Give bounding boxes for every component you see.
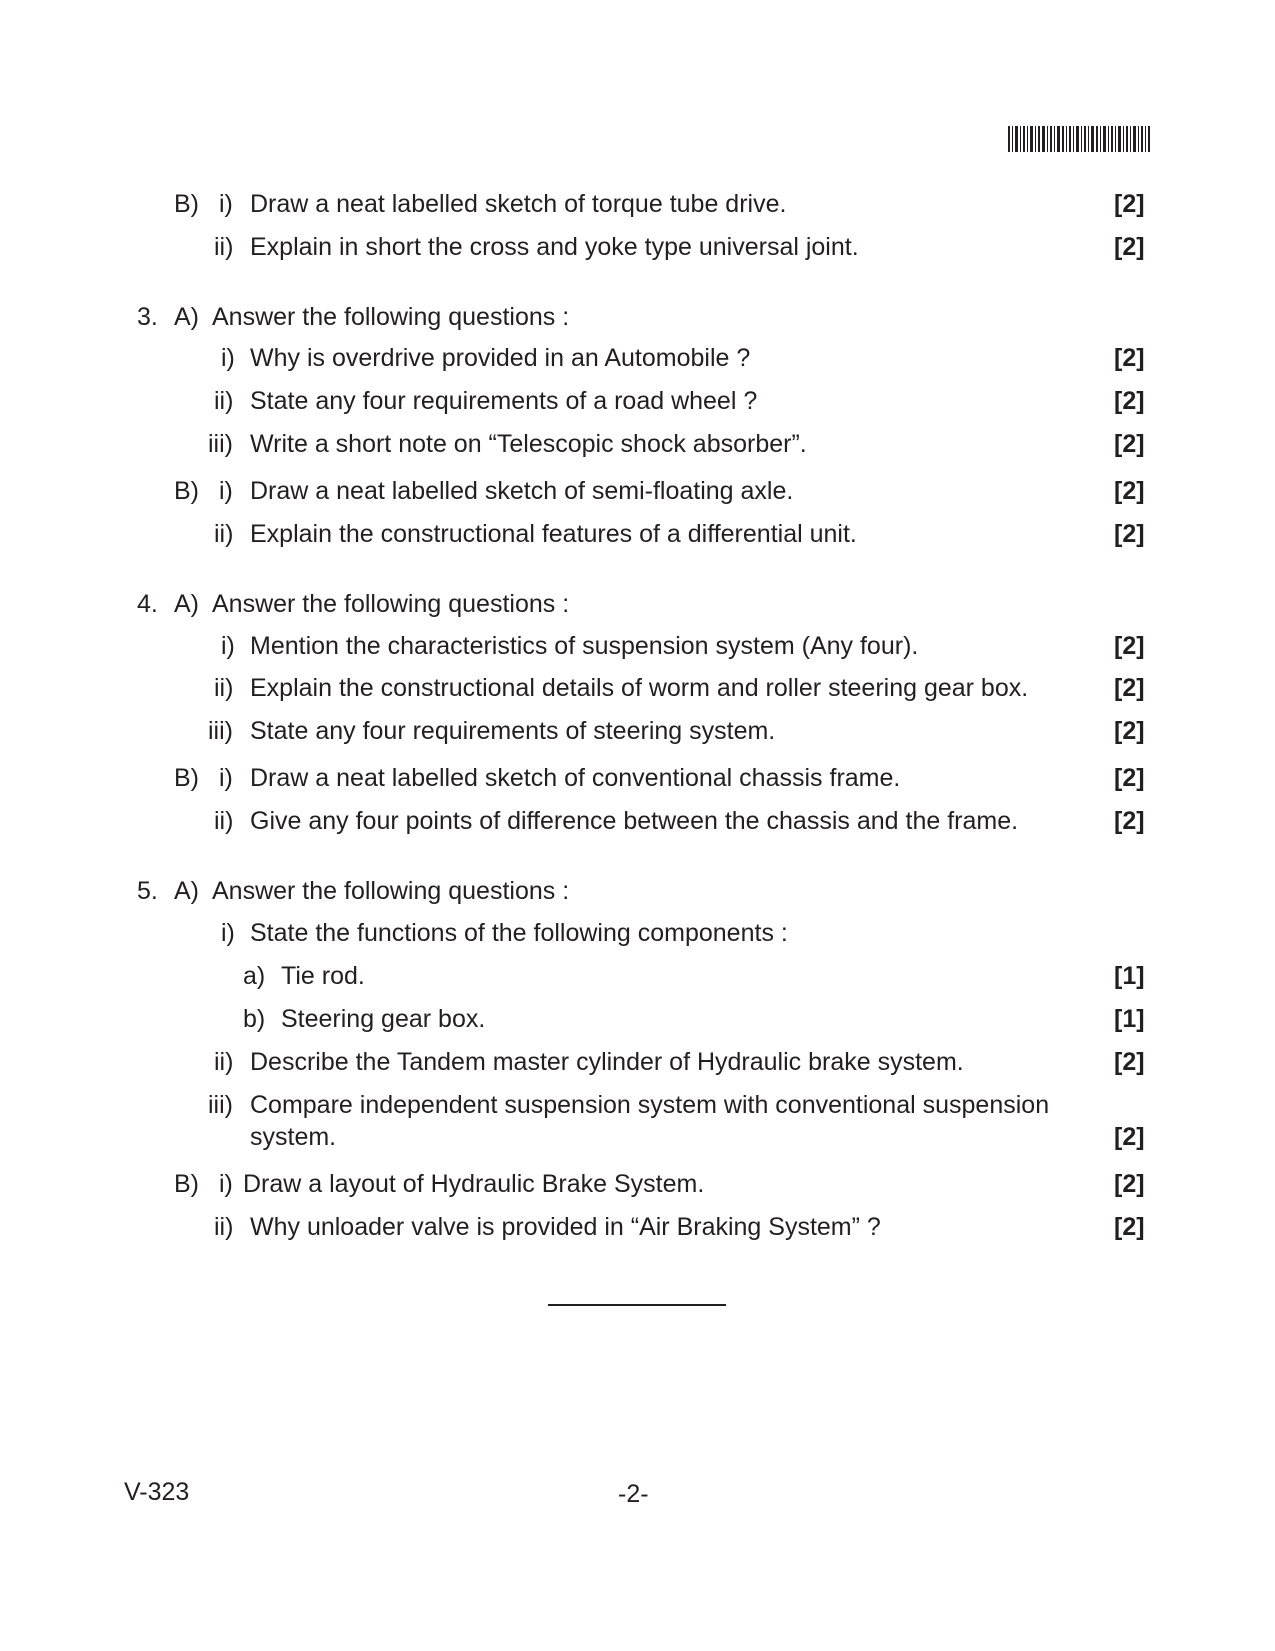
question-text: Answer the following questions : [212, 590, 570, 618]
question-number: B) [174, 190, 199, 218]
question-line-q3a [0, 301, 1275, 333]
question-number: i) [221, 344, 235, 372]
question-line-q4a-i [0, 630, 1275, 662]
question-text: system. [250, 1123, 337, 1151]
question-line-q5a-i [0, 917, 1275, 949]
question-text: State the functions of the following components : [250, 919, 788, 947]
question-line-q3a-i [0, 342, 1275, 374]
question-line-q5a-i-b [0, 1003, 1275, 1035]
question-number: 3. [137, 303, 158, 331]
question-text: Answer the following questions : [212, 303, 570, 331]
question-text: Compare independent suspension system with conventional suspension [250, 1091, 1050, 1119]
question-text: Answer the following questions : [212, 877, 570, 905]
question-line-q4b-ii [0, 805, 1275, 837]
question-number: b) [243, 1005, 266, 1033]
question-text: Write a short note on “Telescopic shock absorber”. [250, 430, 807, 458]
question-number: 5. [137, 877, 158, 905]
marks: [2] [1114, 520, 1145, 548]
question-text: Explain in short the cross and yoke type universal joint. [250, 233, 859, 261]
question-text: Draw a neat labelled sketch of semi-floating axle. [250, 477, 794, 505]
marks: [1] [1114, 1005, 1145, 1033]
question-number: A) [174, 590, 199, 618]
question-line-q5b-ii [0, 1211, 1275, 1243]
question-line-q5a-iii-b [0, 1121, 1275, 1153]
question-number: A) [174, 303, 199, 331]
marks: [2] [1114, 764, 1145, 792]
question-number: ii) [214, 233, 234, 261]
question-text: Draw a layout of Hydraulic Brake System. [243, 1170, 705, 1198]
question-line-q3b-ii [0, 518, 1275, 550]
question-text: State any four requirements of steering system. [250, 717, 776, 745]
marks: [2] [1114, 233, 1145, 261]
question-number: ii) [214, 520, 234, 548]
marks: [2] [1114, 430, 1145, 458]
question-line-q5a-i-a [0, 960, 1275, 992]
marks: [2] [1114, 387, 1145, 415]
page-number: -2- [618, 1480, 649, 1508]
marks: [2] [1114, 477, 1145, 505]
question-text: State any four requirements of a road wheel ? [250, 387, 758, 415]
question-line-q3a-iii [0, 428, 1275, 460]
question-text: Describe the Tandem master cylinder of Hydraulic brake system. [250, 1048, 964, 1076]
marks: [2] [1114, 807, 1145, 835]
question-text: Explain the constructional features of a differential unit. [250, 520, 857, 548]
question-number: i) [221, 919, 235, 947]
question-text: Explain the constructional details of worm and roller steering gear box. [250, 674, 1029, 702]
question-text: Why unloader valve is provided in “Air Braking System” ? [250, 1213, 881, 1241]
question-line-q4a [0, 588, 1275, 620]
question-number: 4. [137, 590, 158, 618]
question-line-q5b-i [0, 1168, 1275, 1200]
marks: [2] [1114, 344, 1145, 372]
question-number: ii) [214, 807, 234, 835]
paper-code: V-323 [124, 1478, 190, 1506]
question-number: B) [174, 1170, 199, 1198]
question-line-q4a-iii [0, 715, 1275, 747]
question-number: iii) [208, 1091, 233, 1119]
marks: [2] [1114, 1170, 1145, 1198]
question-text: Steering gear box. [281, 1005, 486, 1033]
question-line-q5a-iii [0, 1089, 1275, 1121]
marks: [2] [1114, 717, 1145, 745]
marks: [2] [1114, 190, 1145, 218]
end-rule [548, 1304, 726, 1306]
question-number: a) [243, 962, 266, 990]
question-number: i) [219, 477, 233, 505]
question-text: Give any four points of difference between the chassis and the frame. [250, 807, 1019, 835]
question-number: i) [219, 190, 233, 218]
question-number: i) [221, 632, 235, 660]
question-number: i) [219, 1170, 233, 1198]
marks: [2] [1114, 632, 1145, 660]
marks: [2] [1114, 1213, 1145, 1241]
question-number: ii) [214, 674, 234, 702]
question-text: Why is overdrive provided in an Automobile ? [250, 344, 751, 372]
question-number: B) [174, 477, 199, 505]
question-line-q4b-i [0, 762, 1275, 794]
barcode [1008, 126, 1150, 152]
question-line-q5a-ii [0, 1046, 1275, 1078]
question-text: Draw a neat labelled sketch of torque tube drive. [250, 190, 787, 218]
question-number: B) [174, 764, 199, 792]
question-line-q3b-i [0, 475, 1275, 507]
question-number: i) [219, 764, 233, 792]
question-number: ii) [214, 387, 234, 415]
question-number: ii) [214, 1213, 234, 1241]
question-line-q5a [0, 875, 1275, 907]
question-number: iii) [208, 430, 233, 458]
question-number: iii) [208, 717, 233, 745]
question-number: ii) [214, 1048, 234, 1076]
marks: [2] [1114, 1123, 1145, 1151]
marks: [2] [1114, 1048, 1145, 1076]
marks: [1] [1114, 962, 1145, 990]
question-text: Draw a neat labelled sketch of conventional chassis frame. [250, 764, 901, 792]
question-line-q4a-ii [0, 672, 1275, 704]
marks: [2] [1114, 674, 1145, 702]
question-number: A) [174, 877, 199, 905]
question-line-q3a-ii [0, 385, 1275, 417]
question-line-q2b-i [0, 188, 1275, 220]
question-text: Mention the characteristics of suspension system (Any four). [250, 632, 919, 660]
question-text: Tie rod. [281, 962, 365, 990]
question-line-q2b-ii [0, 231, 1275, 263]
